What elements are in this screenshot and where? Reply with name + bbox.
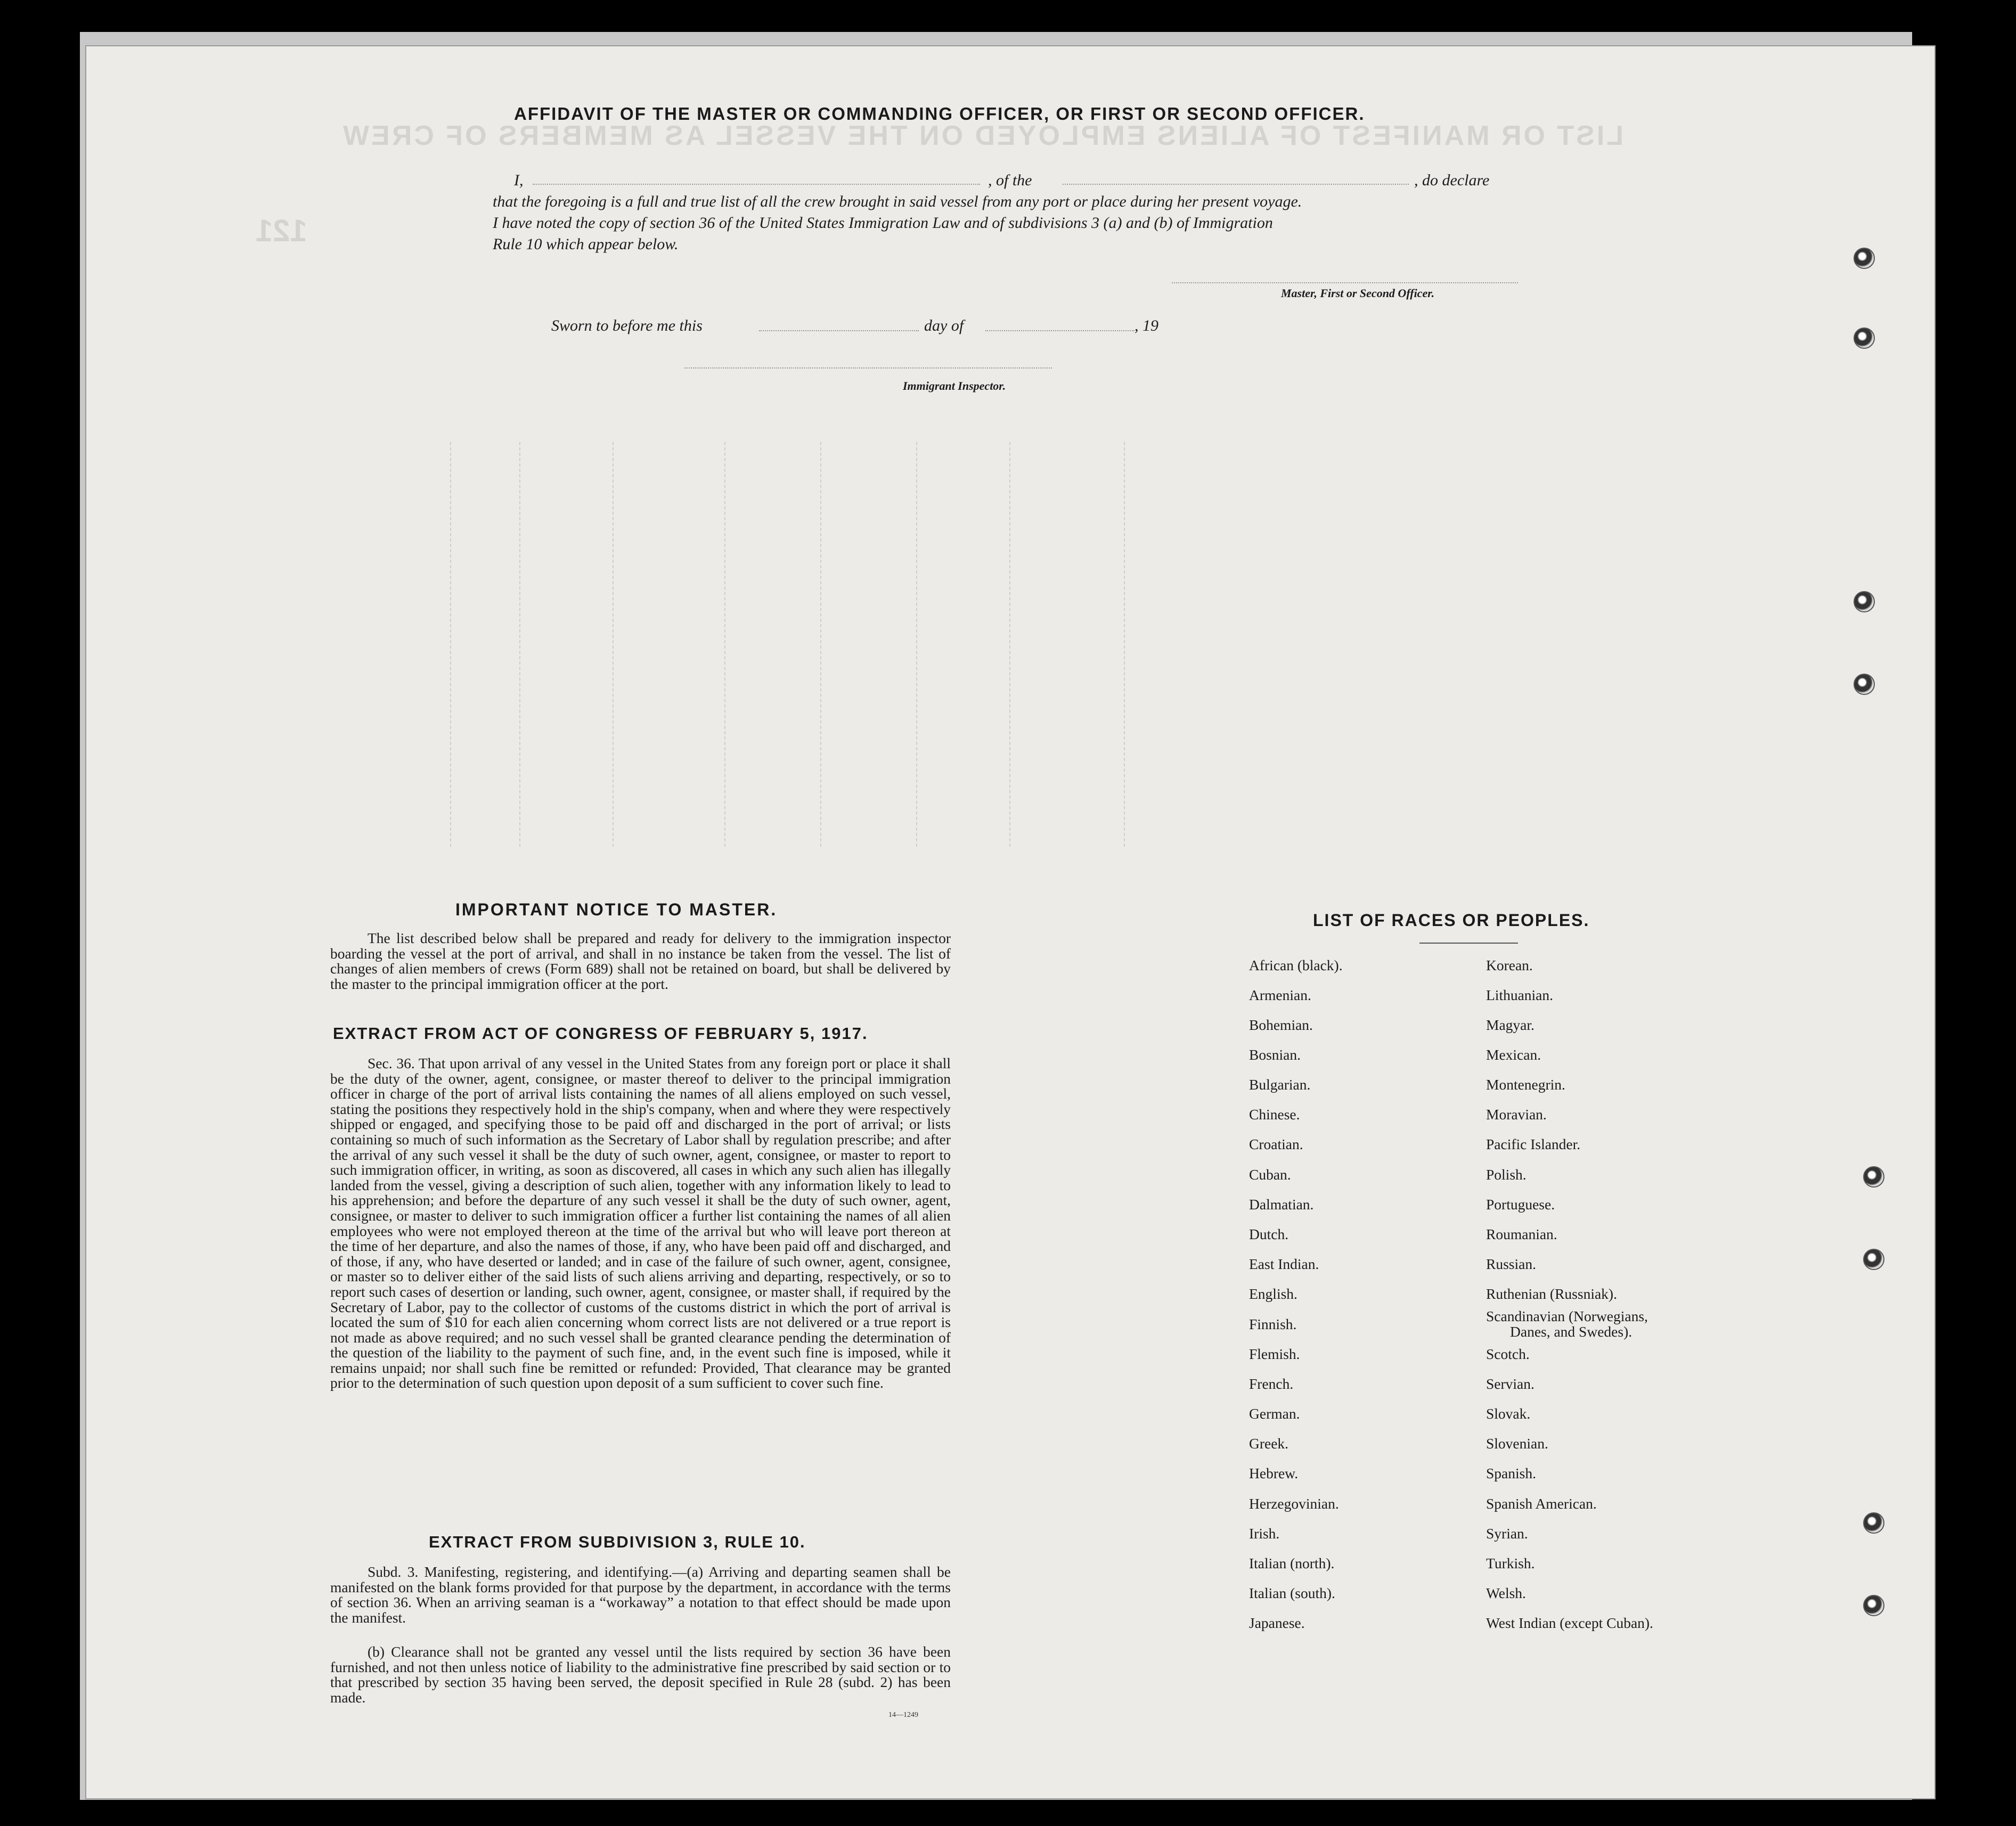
binder-hole — [1854, 674, 1875, 695]
race-left-item: Italian (south). — [1249, 1585, 1335, 1601]
race-left-item: East Indian. — [1249, 1256, 1319, 1272]
form-number: 14—1249 — [888, 1711, 918, 1719]
affidavit-declare-label: , do declare — [1414, 171, 1490, 189]
race-right-item: Moravian. — [1486, 1106, 1547, 1123]
race-left-item: Finnish. — [1249, 1316, 1297, 1332]
race-right-item: Turkish. — [1486, 1555, 1535, 1571]
race-left-item: Japanese. — [1249, 1615, 1305, 1631]
race-right-item: Russian. — [1486, 1256, 1536, 1272]
faint-column-line — [450, 442, 451, 847]
race-right-item: Scandinavian (Norwegians, — [1486, 1308, 1648, 1324]
extract-act-title: EXTRACT FROM ACT OF CONGRESS OF FEBRUARY 5, 1917. — [333, 1024, 868, 1043]
extract-rule-para-a: Subd. 3. Manifesting, registering, and identifying.—(a) Arriving and departing seamen shall be manifested on the blank forms provided for that purpose by the department, in accordance with the terms of section 36. When an arriving seaman is a “workaway” a notation to that effect should be made upon the manifest. — [330, 1563, 951, 1626]
binder-hole — [1854, 248, 1875, 269]
race-left-item: Bohemian. — [1249, 1017, 1313, 1033]
extract-rule-para-b: (b) Clearance shall not be granted any vessel until the lists required by section 36 have been furnished, and not then unless notice of liability to the administrative fine prescribed by said section or to that prescribed by section 35 having been served, the deposit specified in Rule 28 (subd. 2) has been made. — [330, 1643, 951, 1706]
year-prefix: , 19 — [1134, 317, 1158, 334]
race-left-item: Flemish. — [1249, 1346, 1300, 1362]
race-right-item: Slovenian. — [1486, 1435, 1548, 1452]
race-right-item: Servian. — [1486, 1375, 1535, 1392]
race-left-item: English. — [1249, 1285, 1297, 1302]
affidavit-line-4: Rule 10 which appear below. — [493, 235, 679, 253]
faint-column-line — [724, 442, 725, 847]
race-right-item: Mexican. — [1486, 1046, 1541, 1063]
faint-column-line — [1124, 442, 1125, 847]
race-left-item: Chinese. — [1249, 1106, 1300, 1123]
inspector-label: Immigrant Inspector. — [903, 379, 1006, 392]
manifest-page — [85, 45, 1936, 1799]
races-title-rule — [1419, 943, 1518, 944]
race-left-item: German. — [1249, 1405, 1300, 1422]
bleed-through-page-number: 121 — [256, 214, 307, 248]
race-right-item: Slovak. — [1486, 1405, 1531, 1422]
race-right-item: Pacific Islander. — [1486, 1136, 1581, 1152]
race-right-item: Roumanian. — [1486, 1226, 1557, 1242]
races-title: LIST OF RACES OR PEOPLES. — [1313, 911, 1590, 930]
notice-body: The list described below shall be prepared and ready for delivery to the immigration inspector boarding the vessel at the port of arrival, and shall in no instance be taken from the vessel. The list of changes of alien members of crews (Form 689) shall not be retained on board, but shall be delivered by the master to the principal immigration officer at the port. — [330, 930, 951, 992]
signature-label: Master, First or Second Officer. — [1281, 286, 1435, 300]
faint-column-line — [916, 442, 917, 847]
race-right-item: Scotch. — [1486, 1346, 1530, 1362]
faint-column-line — [1009, 442, 1010, 847]
inspector-signature-blank[interactable] — [684, 367, 1052, 369]
race-left-item: Bosnian. — [1249, 1046, 1301, 1063]
binder-hole — [1854, 327, 1875, 349]
race-right-item: Syrian. — [1486, 1525, 1528, 1542]
race-right-item: West Indian (except Cuban). — [1486, 1615, 1653, 1631]
race-left-item: Cuban. — [1249, 1166, 1291, 1183]
race-left-item: Dutch. — [1249, 1226, 1289, 1242]
race-right-item: Polish. — [1486, 1166, 1527, 1183]
race-left-item: Irish. — [1249, 1525, 1280, 1542]
race-right-item: Montenegrin. — [1486, 1076, 1565, 1093]
race-left-item: Italian (north). — [1249, 1555, 1335, 1571]
race-left-item: Bulgarian. — [1249, 1076, 1311, 1093]
binder-hole — [1863, 1595, 1884, 1616]
race-right-item: Spanish. — [1486, 1465, 1536, 1481]
bleed-through-title: LIST OR MANIFEST OF ALIENS EMPLOYED ON THE VESSEL AS MEMBERS OF CREW — [341, 120, 1623, 151]
affidavit-line-2: that the foregoing is a full and true list of all the crew brought in said vessel from any port or place during her present voyage. — [493, 193, 1302, 210]
race-right-item: Magyar. — [1486, 1017, 1535, 1033]
race-left-item: Dalmatian. — [1249, 1196, 1314, 1213]
day-of-label: day of — [924, 317, 964, 334]
race-left-item: French. — [1249, 1375, 1294, 1392]
race-left-item: Croatian. — [1249, 1136, 1303, 1152]
notice-title: IMPORTANT NOTICE TO MASTER. — [455, 900, 778, 919]
binder-hole — [1863, 1249, 1884, 1270]
affidavit-of-the-label: , of the — [988, 171, 1032, 189]
race-right-item: Spanish American. — [1486, 1495, 1597, 1512]
vessel-blank[interactable] — [1063, 184, 1409, 185]
affidavit-title: AFFIDAVIT OF THE MASTER OR COMMANDING OFFICER, OR FIRST OR SECOND OFFICER. — [514, 104, 1365, 124]
faint-column-line — [613, 442, 614, 847]
race-left-item: Armenian. — [1249, 987, 1311, 1003]
faint-column-line — [820, 442, 821, 847]
race-right-item: Portuguese. — [1486, 1196, 1555, 1213]
binder-hole — [1863, 1166, 1884, 1188]
race-left-item: African (black). — [1249, 957, 1343, 973]
race-right-item: Lithuanian. — [1486, 987, 1554, 1003]
extract-rule-title: EXTRACT FROM SUBDIVISION 3, RULE 10. — [429, 1533, 806, 1551]
race-left-item: Hebrew. — [1249, 1465, 1299, 1481]
race-left-item: Greek. — [1249, 1435, 1289, 1452]
signature-blank[interactable] — [1172, 282, 1518, 283]
binder-hole — [1863, 1512, 1884, 1534]
race-left-item: Herzegovinian. — [1249, 1495, 1339, 1512]
extract-act-body: Sec. 36. That upon arrival of any vessel in the United States from any foreign port or place it shall be the duty of the owner, agent, consignee, or master thereof to deliver to the principal immigration officer in charge of the port of arrival lists containing the names of all aliens employed on such vessel, stating the positions they respectively hold in the ship's company, when and where they were respectively shipped or engaged, and specifying those to be paid off and discharged in the port of arrival; or lists containing so much of such information as the Secretary of Labor shall by regulation prescribe; and after the arrival of any such vessel it shall be the duty of such owner, agent, consignee, or master to report to such immigration officer, in writing, as soon as discovered, all cases in which any such alien has illegally landed from the vessel, giving a description of such alien, together with any information likely to lead to his apprehension; and before the departure of any such vessel it shall be the duty of such owner, agent, consignee, or master to deliver to such immigration officer a further list containing the names of all alien employees who were not employed thereon at the time of the arrival but who will leave port thereon at the time of her departure, and also the names of those, if any, who have been paid off and discharged, and of those, if any, who have deserted or landed; and in case of the failure of such owner, agent, consignee, or master so to deliver either of the said lists of such aliens arriving and departing, respectively, or so to report such cases of desertion or landing, such owner, agent, consignee, or master shall, if required by the Secretary of Labor, pay to the collector of customs of the customs district in which the port of arrival is located the sum of $10 for each alien concerning whom correct lists are not delivered or a true report is not made as above required; and no such vessel shall be granted clearance pending the determination of the question of the liability to the payment of such fine, and, in the event such fine is imposed, while it remains unpaid; nor shall such fine be remitted or refunded: Provided, That clearance may be granted prior to the determination of such question upon deposit of a sum sufficient to cover such fine. — [330, 1055, 951, 1391]
affidavit-i-label: I, — [514, 171, 524, 189]
race-right-item: Korean. — [1486, 957, 1533, 973]
sworn-text: Sworn to before me this — [551, 317, 703, 334]
binder-hole — [1854, 591, 1875, 612]
race-right-item: Danes, and Swedes). — [1510, 1323, 1633, 1340]
name-blank[interactable] — [533, 184, 980, 185]
race-right-item: Welsh. — [1486, 1585, 1526, 1601]
day-blank[interactable] — [759, 330, 919, 331]
race-right-item: Ruthenian (Russniak). — [1486, 1285, 1617, 1302]
month-blank[interactable] — [985, 330, 1134, 331]
faint-column-line — [519, 442, 520, 847]
affidavit-line-3: I have noted the copy of section 36 of the United States Immigration Law and of subdivisions 3 (a) and (b) of Immigration — [493, 214, 1273, 232]
